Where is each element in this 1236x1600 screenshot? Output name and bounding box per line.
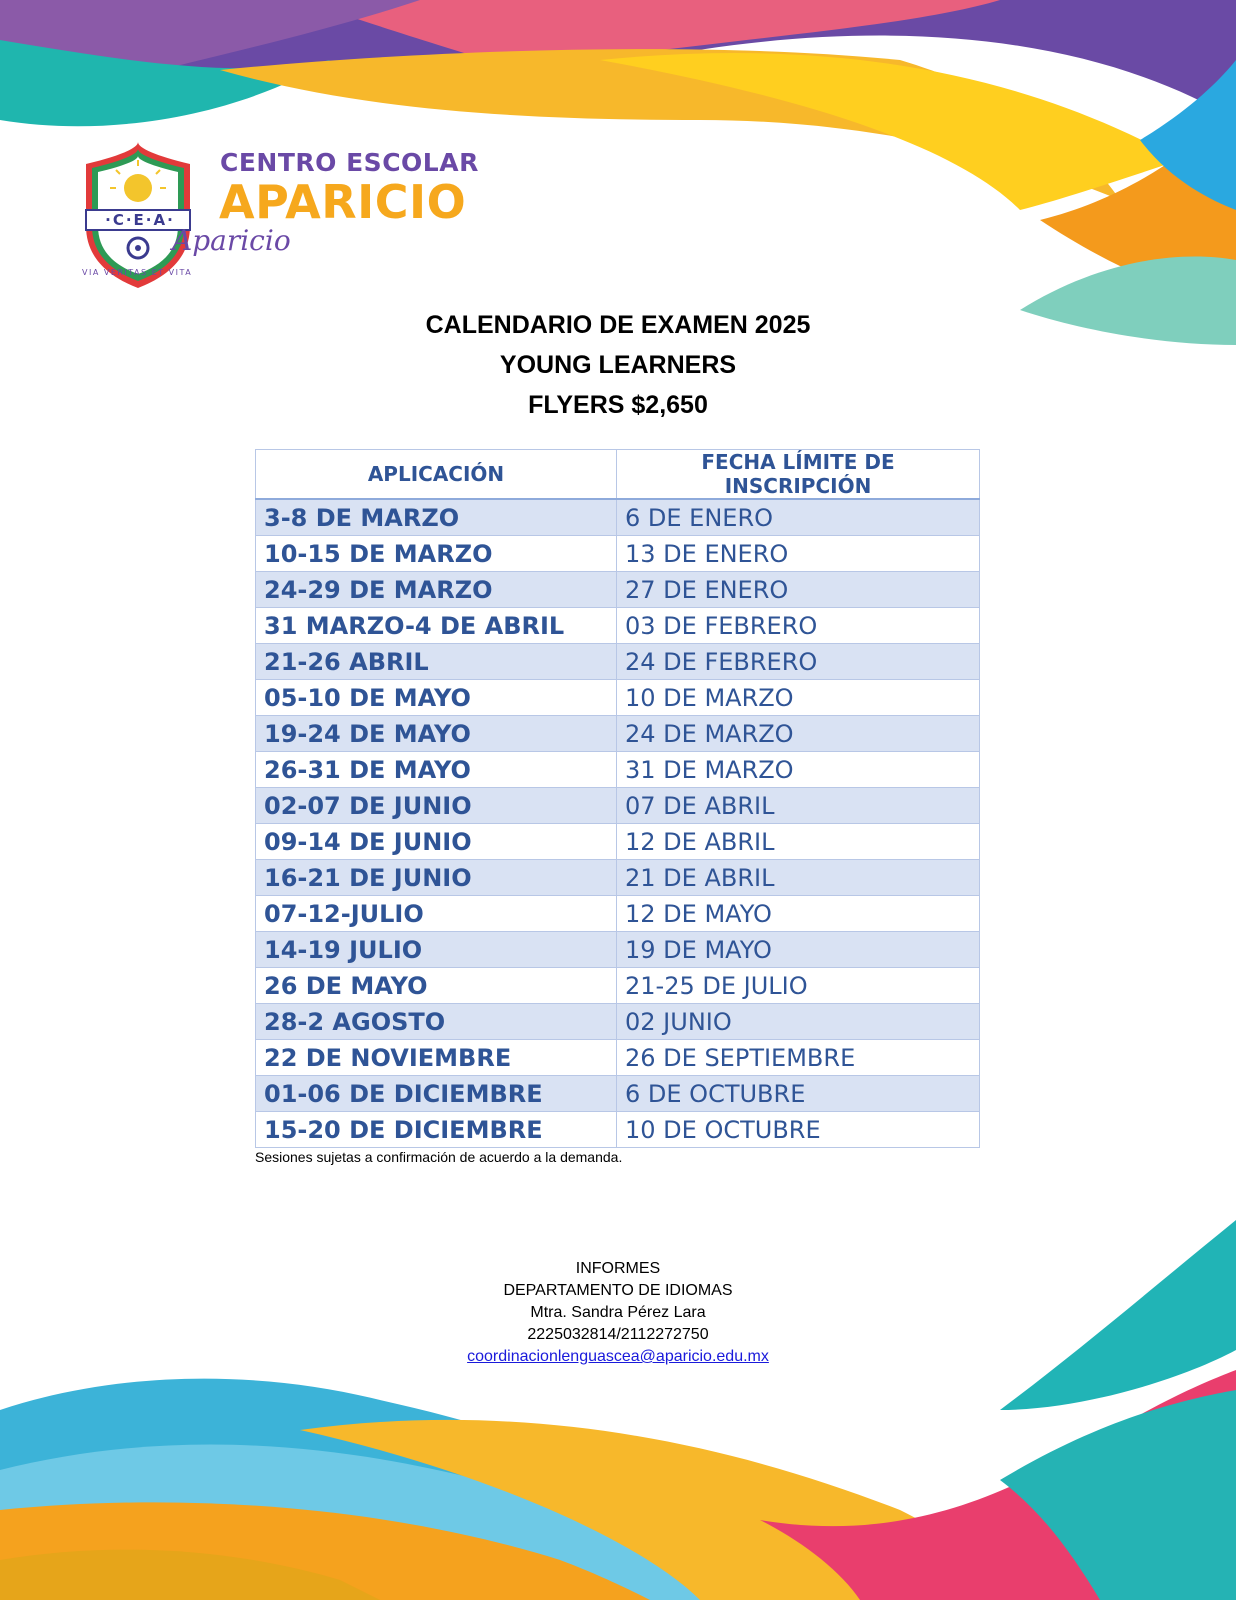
contact-phones: 2225032814/2112272750 (527, 1326, 709, 1343)
cell-fecha-limite: 10 DE MARZO (617, 680, 980, 716)
page-title: CALENDARIO DE EXAMEN 2025 (425, 311, 811, 339)
footnote: Sesiones sujetas a confirmación de acuerdo a la demanda. (255, 1149, 623, 1165)
table-row (256, 1004, 980, 1040)
contact-info (0, 1258, 1236, 1368)
cell-aplicacion: 09-14 DE JUNIO (256, 824, 617, 860)
cell-aplicacion: 15-20 DE DICIEMBRE (256, 1112, 617, 1148)
school-logo (80, 140, 480, 300)
cell-aplicacion: 26-31 DE MAYO (256, 752, 617, 788)
cell-fecha-limite: 6 DE OCTUBRE (617, 1076, 980, 1112)
cell-aplicacion: 28-2 AGOSTO (256, 1004, 617, 1040)
cell-aplicacion: 26 DE MAYO (256, 968, 617, 1004)
cell-fecha-limite: 6 DE ENERO (617, 499, 980, 536)
table-row (256, 608, 980, 644)
cell-aplicacion: 10-15 DE MARZO (256, 536, 617, 572)
brand-script-signature: Aparicio (172, 224, 291, 257)
cell-fecha-limite: 12 DE MAYO (617, 896, 980, 932)
cell-aplicacion: 3-8 DE MARZO (256, 499, 617, 536)
cell-fecha-limite: 24 DE MARZO (617, 716, 980, 752)
exam-schedule-table (255, 449, 980, 1148)
cell-aplicacion: 22 DE NOVIEMBRE (256, 1040, 617, 1076)
price-line: FLYERS $2,650 (528, 391, 708, 419)
cell-aplicacion: 02-07 DE JUNIO (256, 788, 617, 824)
cell-fecha-limite: 31 DE MARZO (617, 752, 980, 788)
cell-fecha-limite: 02 JUNIO (617, 1004, 980, 1040)
contact-title: INFORMES (575, 1260, 661, 1277)
cell-aplicacion: 24-29 DE MARZO (256, 572, 617, 608)
table-row (256, 932, 980, 968)
brand-name-line1: CENTRO ESCOLAR (220, 148, 479, 177)
table-row (256, 752, 980, 788)
table-row (256, 572, 980, 608)
page-subtitle: YOUNG LEARNERS (499, 351, 737, 379)
crest-motto: VIA VERITAS ET VITA (82, 268, 193, 277)
cell-fecha-limite: 21 DE ABRIL (617, 860, 980, 896)
table-row (256, 716, 980, 752)
table-body (256, 499, 980, 1148)
cell-aplicacion: 07-12-JULIO (256, 896, 617, 932)
table-row (256, 644, 980, 680)
contact-department: DEPARTAMENTO DE IDIOMAS (503, 1282, 733, 1299)
table-row (256, 680, 980, 716)
table-row (256, 1040, 980, 1076)
cell-fecha-limite: 13 DE ENERO (617, 536, 980, 572)
cell-fecha-limite: 07 DE ABRIL (617, 788, 980, 824)
table-row (256, 896, 980, 932)
crest-initials: ·C·E·A· (105, 211, 175, 229)
cell-aplicacion: 21-26 ABRIL (256, 644, 617, 680)
table-row (256, 536, 980, 572)
cell-fecha-limite: 19 DE MAYO (617, 932, 980, 968)
contact-person: Mtra. Sandra Pérez Lara (530, 1304, 706, 1321)
brand-name-line2: APARICIO (219, 175, 467, 229)
table-row (256, 788, 980, 824)
cell-aplicacion: 05-10 DE MAYO (256, 680, 617, 716)
cell-fecha-limite: 27 DE ENERO (617, 572, 980, 608)
table-row (256, 1076, 980, 1112)
cell-fecha-limite: 10 DE OCTUBRE (617, 1112, 980, 1148)
cell-fecha-limite: 12 DE ABRIL (617, 824, 980, 860)
page-heading (0, 305, 1236, 425)
cell-aplicacion: 01-06 DE DICIEMBRE (256, 1076, 617, 1112)
table-row (256, 1112, 980, 1148)
header-aplicacion: APLICACIÓN (256, 450, 617, 500)
cell-fecha-limite: 26 DE SEPTIEMBRE (617, 1040, 980, 1076)
contact-email-link[interactable]: coordinacionlenguascea@aparicio.edu.mx (467, 1348, 769, 1365)
bottom-decorative-waves (0, 1180, 1236, 1600)
table-row (256, 499, 980, 536)
table-row (256, 824, 980, 860)
cell-aplicacion: 16-21 DE JUNIO (256, 860, 617, 896)
cell-fecha-limite: 24 DE FEBRERO (617, 644, 980, 680)
table-header-row (256, 450, 980, 500)
table-row (256, 968, 980, 1004)
cell-fecha-limite: 03 DE FEBRERO (617, 608, 980, 644)
cell-aplicacion: 31 MARZO-4 DE ABRIL (256, 608, 617, 644)
cell-fecha-limite: 21-25 DE JULIO (617, 968, 980, 1004)
cell-aplicacion: 14-19 JULIO (256, 932, 617, 968)
cell-aplicacion: 19-24 DE MAYO (256, 716, 617, 752)
header-fecha-limite: FECHA LÍMITE DE INSCRIPCIÓN (617, 450, 980, 500)
table-row (256, 860, 980, 896)
